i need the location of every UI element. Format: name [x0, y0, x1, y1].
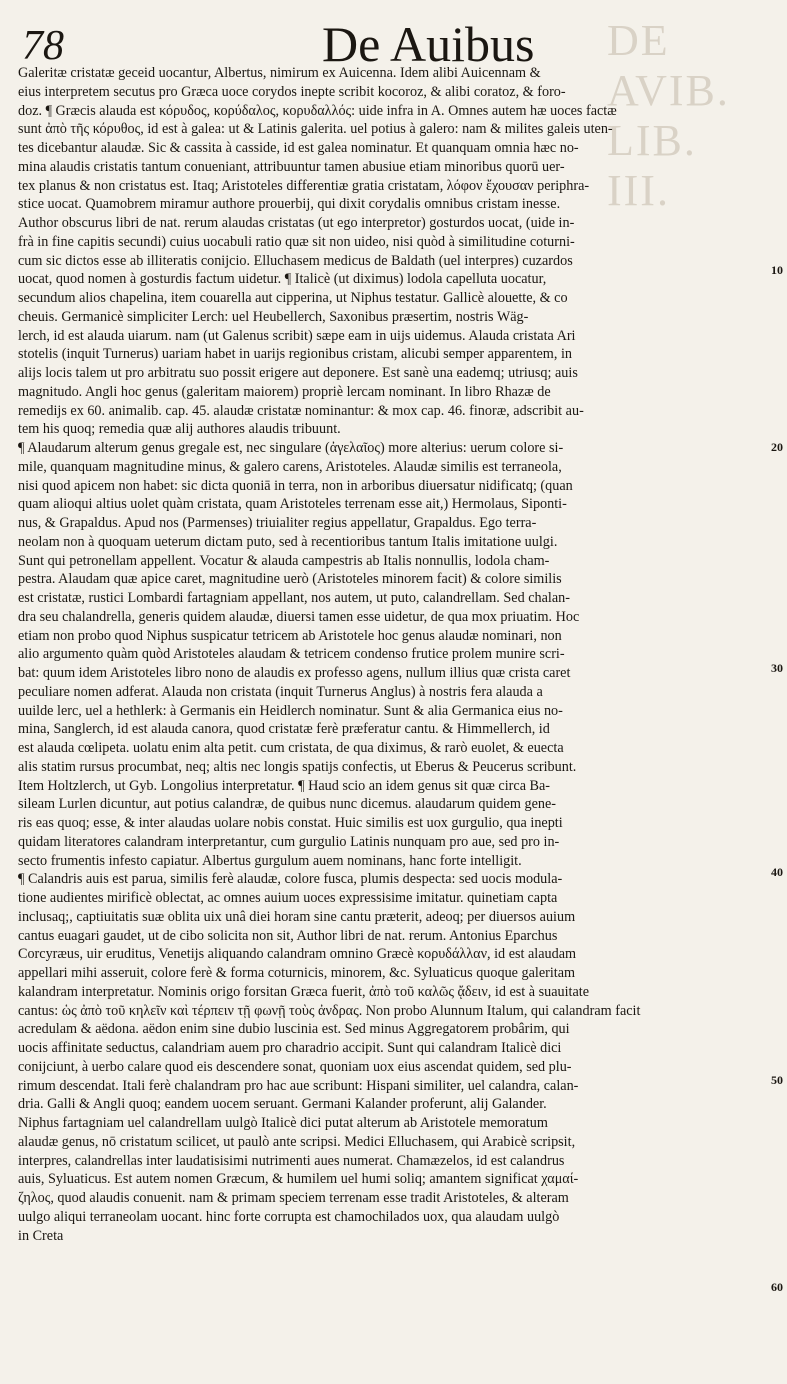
- margin-number: 10: [771, 263, 783, 277]
- text-line: tem his quoq; remedia quæ alij authores alaudis tribuunt.: [18, 421, 341, 438]
- margin-number: 30: [771, 661, 783, 675]
- text-line: uocis affinitate seductus, calandriam auem pro charadrio accipit. Sunt qui calandram Italicè dici: [18, 1040, 562, 1056]
- text-line: uocat, quod nomen à gosturdis factum uidetur. ¶ Italicè (ut diximus) lodola capelluta uocatur,: [18, 271, 547, 288]
- text-line: tex planus & non cristatus est. Itaq; Aristoteles differentiæ gratia cristatam, λόφον ἔχουσαν periphra-: [18, 177, 590, 194]
- text-line: frà in fine capitis secundi) cuius uocabuli ratio quæ sit non uideo, nisi quòd à similitudine coturni-: [18, 233, 575, 250]
- page-number: 78: [22, 23, 64, 69]
- text-line: alio argumento quàm quòd Aristoteles alaudam & tetricem condenso frutice prolem munire scri-: [18, 646, 565, 663]
- text-line: ζηλος, quod alaudis conuenit. nam & primam speciem terrenam esse tradit Aristoteles, & alteram: [18, 1190, 569, 1206]
- text-line: doz. ¶ Græcis alauda est κόρυδος, κορύδαλος, κορυδαλλός: uide infra in A. Omnes autem hæ uoces factæ: [18, 102, 617, 119]
- text-line: est cristatæ, rustici Lombardi fartagniam appellant, nos autem, ut puto, calandrellam. Sed chalan-: [18, 590, 570, 606]
- text-line: in Creta: [18, 1227, 64, 1244]
- margin-number: 50: [771, 1073, 783, 1087]
- text-line: uuilde lerc, uel a hethlerk: à Germanis ein Heidlerch nominatur. Sunt & alia Germanica eius no-: [18, 702, 563, 719]
- text-line: nisi quod apicem non habet: sic dicta quoniā in terra, non in arboribus diuersatur nidificatq; (quan: [18, 477, 573, 494]
- margin-number: 60: [771, 1280, 783, 1294]
- text-line: etiam non probo quod Niphus suspicatur tetricem ab Aristotele hoc genus alaudæ nominari, non: [18, 627, 562, 644]
- text-line: pestra. Alaudam quæ apice caret, magnitudine uerò (Aristoteles minorem facit) & colore similis: [18, 571, 562, 588]
- text-line: cantus euagari gaudet, ut de cibo solicita non sit, Author libri de nat. rerum. Antonius Eparchus: [18, 927, 558, 944]
- text-line: stice uocat. Quamobrem miramur authore prouerbij, qui dixit corydalis omnibus cristam inesse.: [18, 196, 561, 213]
- text-line: bat: quum idem Aristoteles libro nono de alaudis ex professo agens, nullum illius quæ crista caret: [18, 665, 571, 681]
- margin-number: 20: [771, 440, 783, 454]
- text-line: tione audientes mirificè oblectat, ac omnes auium uoces expressisime imitatur. quinetiam capta: [18, 890, 558, 906]
- text-line: eius interpretem secutus pro Græca uoce corydos inepte scribit kocoroz, & alibi coratoz, & foro-: [18, 83, 566, 100]
- text-line: inclusaq;, captiuitatis suæ oblita uix unâ diei horam sine cantu præterit, adeoq; per diuersos auium: [18, 908, 576, 925]
- running-title: De Auibus: [322, 16, 535, 72]
- text-line: mina alaudis cristatis tantum conueniant, attribuuntur tamen abusiue etiam minoribus quorū uer-: [18, 158, 565, 175]
- text-line: alis statim rursus procumbat, neq; altis nec longis spatijs confectis, ut Eberus & Peucerus scribunt.: [18, 758, 577, 775]
- text-line: quidam literatores calandram interpretantur, cum gurgulio Latinis nunquam pro aue, sed pro in-: [18, 833, 560, 850]
- text-line: cheuis. Germanicè simpliciter Lerch: uel Heubellerch, Saxonibus præsertim, nostris Wäg-: [18, 308, 529, 325]
- text-line: neolam non à quoquam ueterum dictam puto, sed à recentioribus tantum Italis imitatione uulgi.: [18, 533, 558, 550]
- text-line: alaudæ genus, nō cristatum scilicet, ut paulò ante scripsi. Medici Elluchasem, qui Arabicè scripsit,: [18, 1133, 576, 1150]
- text-line: est alauda cœlipeta. uolatu enim alta petit. cum cristata, de qua diximus, & rarò euolet, & euecta: [18, 740, 564, 756]
- text-line: rimum descendat. Itali ferè chalandram pro hac aue scribunt: Hispani similiter, uel calandra, calan-: [18, 1077, 579, 1094]
- text-line: secundum alios chapelina, item couarella aut cipperina, ut Niphus testatur. Gallicè alouette, & co: [18, 290, 568, 306]
- text-line: kalandram interpretatur. Nominis origo forsitan Græca fuerit, ἀπὸ τοῦ καλῶς ᾄδειν, id est à suauitate: [18, 983, 590, 1000]
- text-line: peculiare nomen adferat. Alauda non cristata (inquit Turnerus Anglus) à nostris fera alauda a: [18, 683, 543, 700]
- text-line: Galeritæ cristatæ geceid uocantur, Albertus, nimirum ex Auicenna. Idem alibi Auicennam &: [18, 65, 541, 81]
- text-line: quam alioqui altius uolet quàm cristata, quam Aristoteles terrenam esse ait,) Hermolaus, Siponti-: [18, 496, 567, 513]
- text-line: magnitudo. Angli hoc genus (galeritam maiorem) propriè lercam nominant. In libro Rhazæ de: [18, 383, 551, 400]
- text-line: Corcyræus, uir eruditus, Venetijs aliquando calandram omnino Græcè κορυδάλλαν, id est alaudam: [18, 946, 577, 963]
- text-line: cum sic dictos esse ab illiteratis conijcio. Elluchasem medicus de Baldath (uel interpres) cuzardos: [18, 252, 573, 269]
- text-line: tes dicebantur alaudæ. Sic & cassita à casside, id est galea nominatur. Et quanquam omnia hæc no-: [18, 140, 579, 156]
- text-line: acredulam & aëdona. aëdon enim sine dubio luscinia est. Sed minus Aggregatorem probârim, qui: [18, 1021, 570, 1038]
- text-line: nus, & Grapaldus. Apud nos (Parmenses) triuialiter regius appellatur, Grapaldus. Ego terra-: [18, 515, 537, 531]
- text-line: sileam Lurlen dicuntur, aut potius calandræ, de quibus nunc dicemus. alaudarum quidem gene-: [18, 796, 557, 813]
- text-line: stotelis (inquit Turnerus) uariam habet in uarijs regionibus cristam, alicubi semper apparentem, in: [18, 346, 572, 363]
- text-line: remedijs ex 60. animalib. cap. 45. alaudæ cristatæ nominantur: & mox cap. 46. finoræ, adscribit au-: [18, 402, 584, 419]
- margin-number: 40: [771, 865, 783, 879]
- text-line: dria. Galli & Angli quoq; eandem uocem seruant. Germani Kalander proferunt, alij Galander.: [18, 1096, 547, 1113]
- text-line: uulgo aliqui terraneolam uocant. hinc forte corrupta est chamochilados uox, qua alaudam uulgò: [18, 1208, 560, 1225]
- text-line: alijs locis talem ut pro arbitratu suo possit erigere aut deponere. Est sanè una eademq; utriusq; auis: [18, 365, 578, 381]
- text-line: interpres, calandrellas inter laudatisisimi nutrimenti aues numerat. Chamæzelos, id est calandrus: [18, 1152, 565, 1169]
- text-line: dra seu chalandrella, generis quidem alaudæ, diuersi tamen esse uidetur, de qua mox priuatim. Hoc: [18, 608, 580, 625]
- text-line: cantus: ὡς ἀπὸ τοῦ κηλεῖν καὶ τέρπειν τῇ φωνῇ τοὺς ἀνδρας. Non probo Alunnum Italum, qui calandram facit: [18, 1002, 641, 1019]
- text-line: Sunt qui petronellam appellent. Vocatur & alauda campestris ab Italis nonnullis, lodola cham-: [18, 552, 550, 569]
- text-line: auis, Syluaticus. Est autem nomen Græcum, & humilem uel humi soliq; amantem significat χαμαί-: [18, 1171, 579, 1188]
- text-line: conijciunt, à uerbo calare quod eis descendere sonat, quoniam uox eius ascendat quidem, sed plu-: [18, 1058, 572, 1075]
- text-line: mile, quanquam magnitudine minus, & galero carens, Aristoteles. Alaudæ similis est terraneola,: [18, 458, 562, 475]
- text-line: ris eas quoq; esse, & inter alaudas uolare nobis constat. Huic similis est uox gurgulio, qua inepti: [18, 815, 563, 831]
- text-line: sunt ἀπὸ τῆς κόρυθος, id est à galea: ut & Latinis galerita. uel potius à galero: nam & milites galeis uten-: [18, 121, 613, 138]
- text-line: secto frumentis infesto capiatur. Albertus gurgulum auem nominans, hanc forte intelligit.: [18, 852, 522, 869]
- bleed-through-text: DE AVIB. LIB. III.: [607, 16, 730, 215]
- body-text: [18, 64, 766, 1245]
- text-line: ¶ Alaudarum alterum genus gregale est, nec singulare (ἀγελαῖος) more alterius: uerum colore si-: [18, 440, 564, 456]
- text-line: ¶ Calandris auis est parua, similis ferè alaudæ, colore fusca, plumis despecta: sed uocis modula-: [18, 871, 563, 888]
- text-line: Author obscurus libri de nat. rerum alaudas cristatas (ut ego interpretor) gosturdos uocat, (uide in-: [18, 215, 575, 231]
- text-line: Item Holtzlerch, ut Gyb. Longolius interpretatur. ¶ Haud scio an idem genus sit quæ circa Ba-: [18, 777, 551, 794]
- text-line: mina, Sanglerch, id est alauda canora, quod cristatæ ferè præferatur cantu. & Himmellerch, id: [18, 721, 550, 738]
- text-line: lerch, id est alauda uiarum. nam (ut Galenus scribit) sæpe eam in uijs uidemus. Alauda cristata Ari: [18, 327, 576, 344]
- text-line: appellari mihi asseruit, colore ferè & forma coturnicis, minorem, &c. Syluaticus quoque galeritam: [18, 965, 576, 981]
- text-line: Niphus fartagniam uel calandrellam uulgò Italicè dici putat alterum ab Aristotele memoratum: [18, 1115, 548, 1131]
